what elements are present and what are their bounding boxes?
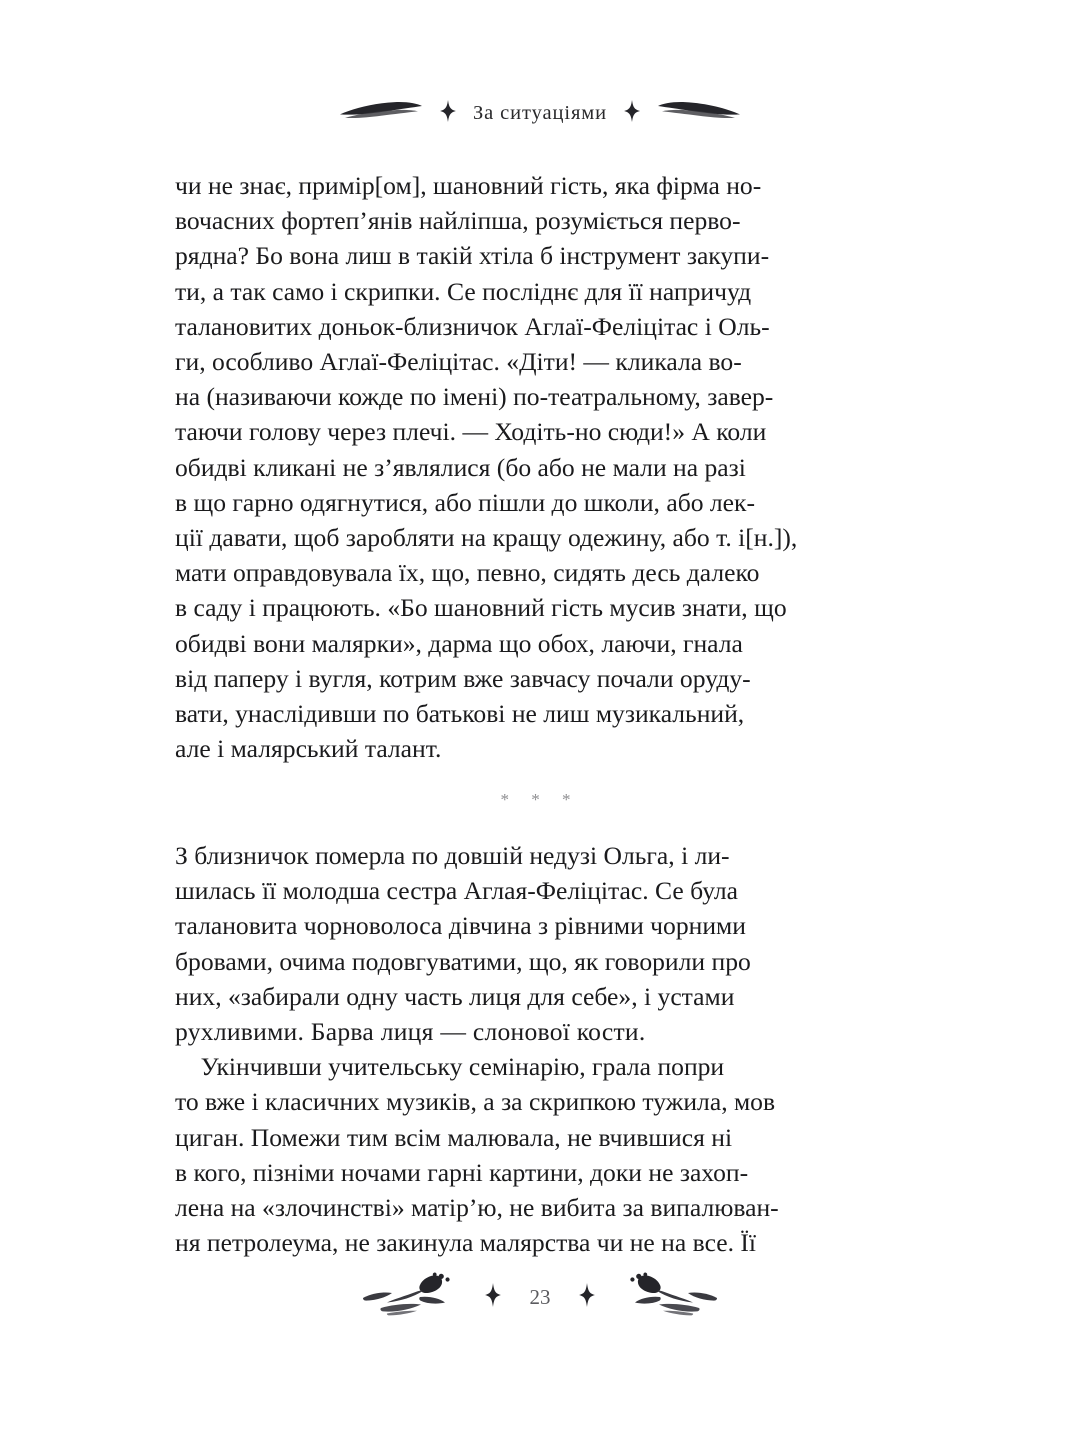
text-line: Укінчивши учительську семінарію, грала попри [175,1052,725,1082]
text-line: обидві кликані не з’являлися (бо або не мали на разі [175,452,746,482]
text-line: ції давати, щоб заробляти на кращу одежину, або т. і[н.]), [175,523,798,553]
diamond-ornament-icon [624,100,640,127]
text-line: вочасних фортеп’янів найліпша, розуміється перво- [175,206,741,236]
leaf-ornament-icon [339,100,423,127]
text-line: ня петролеума, не закинула малярства чи не на все. Її [175,1228,757,1258]
body-text-block-1 [175,168,851,766]
diamond-ornament-icon [485,1283,501,1312]
text-line: в що гарно одягнутися, або пішли до школи, або лек- [175,487,755,517]
diamond-ornament-icon [440,100,456,127]
body-text-block-2 [175,838,851,1260]
page-footer [0,1272,1080,1323]
text-line: ги, особливо Аглаї-Феліцітас. «Діти! — кликала во- [175,347,742,377]
text-line: шилась її молодша сестра Аглая-Феліцітас. Се була [175,876,739,906]
text-line: З близничок померла по довшій недузі Ольга, і ли- [175,841,730,870]
floral-sprig-ornament-icon [617,1272,723,1323]
text-line: від паперу і вугля, котрим вже завчасу почали оруду- [175,663,751,693]
text-line: обидві вони малярки», дарма що обох, лаючи, гнала [175,628,743,658]
text-line: талановита чорноволоса дівчина з рівними чорними [175,911,746,941]
running-header [0,100,1080,127]
text-line: то вже і класичних музиків, а за скрипкою тужила, мов [175,1087,776,1117]
page-number: 23 [529,1285,551,1309]
text-line: бровами, очима подовгуватими, що, як говорили про [175,946,751,976]
running-title: За ситуаціями [472,102,608,124]
text-line: таючи голову через плечі. — Ходіть-но сюди!» А коли [175,417,767,447]
text-line: талановитих доньок-близничок Аглаї-Феліцітас і Оль- [175,311,770,341]
section-break-asterism: * * * [500,790,580,809]
text-line: рухливими. Барва лиця — слонової кости. [175,1017,646,1047]
text-line: чи не знає, примір[ом], шановний гість, яка фірма но- [175,171,762,200]
text-line: них, «забирали одну часть лиця для себе», і устами [175,981,735,1011]
text-line: вати, унаслідивши по батькові не лиш музикальний, [175,699,745,729]
text-line: на (називаючи кожде по імені) по-театральному, завер- [175,382,774,412]
text-line: ти, а так само і скрипки. Се посліднє для її напричуд [175,276,752,306]
text-line: лена на «злочинстві» матір’ю, не вибита за випалюван- [175,1193,779,1223]
text-line: в саду і працюють. «Бо шановний гість мусив знати, що [175,593,787,623]
floral-sprig-ornament-icon [357,1272,463,1323]
text-line: але і малярський талант. [175,734,442,764]
diamond-ornament-icon [579,1283,595,1312]
text-line: рядна? Бо вона лиш в такій хтіла б інструмент закупи- [175,241,770,271]
text-line: циган. Помежи тим всім малювала, не вчившися ні [175,1122,733,1152]
leaf-ornament-icon [657,100,741,127]
text-line: мати оправдовувала їх, що, певно, сидять десь далеко [175,558,760,588]
text-line: в кого, пізніми ночами гарні картини, доки не захоп- [175,1157,749,1187]
